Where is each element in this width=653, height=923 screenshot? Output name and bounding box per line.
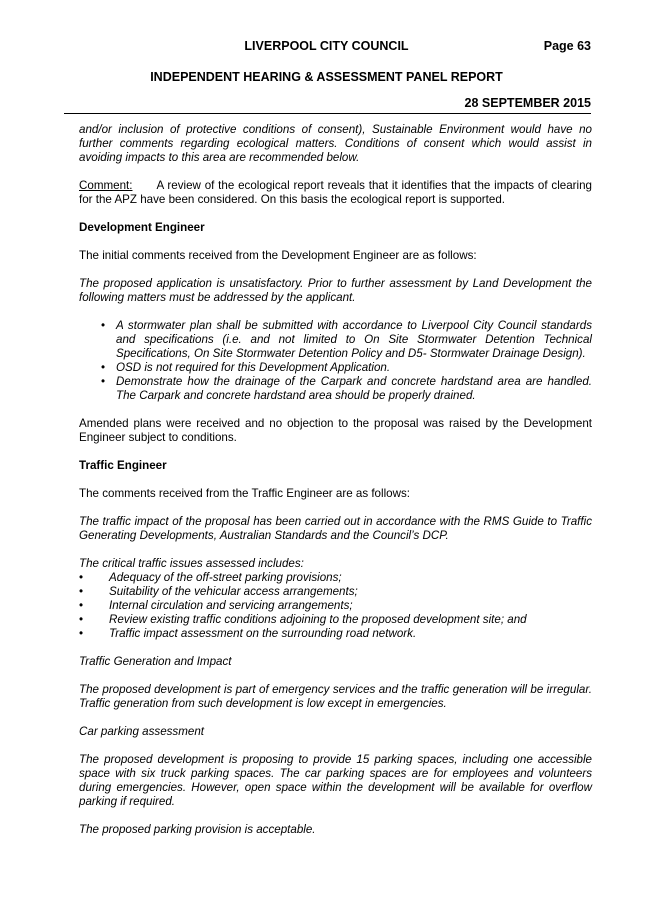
list-item: • Adequacy of the off-street parking provisions; bbox=[79, 571, 592, 585]
paragraph-critical-intro: The critical traffic issues assessed includes: bbox=[79, 557, 304, 570]
header-council: LIVERPOOL CITY COUNCIL bbox=[244, 39, 409, 53]
heading-development-engineer: Development Engineer bbox=[79, 221, 205, 234]
critical-bullet-list bbox=[79, 571, 592, 641]
list-item: • Demonstrate how the drainage of the Carpark and concrete hardstand area are handled. The Carpark and concrete hardstand area should be properly drained. bbox=[79, 375, 592, 403]
list-item: • Review existing traffic conditions adjoining to the proposed development site; and bbox=[79, 613, 592, 627]
paragraph-dev-quote: The proposed application is unsatisfactory. Prior to further assessment by Land Development the following matters must be addressed by the applicant. bbox=[79, 277, 592, 304]
dev-bullet-list bbox=[79, 319, 592, 403]
paragraph-traffic-generation: The proposed development is part of emergency services and the traffic generation will be irregular. Traffic generation from such development is low except in emergencies. bbox=[79, 683, 592, 710]
paragraph-parking-acceptable: The proposed parking provision is acceptable. bbox=[79, 823, 316, 836]
list-item: • Traffic impact assessment on the surrounding road network. bbox=[79, 627, 592, 641]
header-rule bbox=[64, 113, 591, 114]
paragraph-traffic-intro: The comments received from the Traffic Engineer are as follows: bbox=[79, 487, 410, 500]
paragraph-comment bbox=[79, 179, 592, 207]
list-item: • Internal circulation and servicing arrangements; bbox=[79, 599, 592, 613]
comment-text: A review of the ecological report reveals that it identifies that the impacts of clearing for the APZ have been considered. On this basis the ecological report is supported. bbox=[79, 179, 592, 206]
paragraph-dev-outcome: Amended plans were received and no objection to the proposal was raised by the Development Engineer subject to conditions. bbox=[79, 417, 592, 444]
document-body bbox=[79, 123, 592, 851]
paragraph-dev-intro: The initial comments received from the Development Engineer are as follows: bbox=[79, 249, 477, 262]
list-item: • Suitability of the vehicular access arrangements; bbox=[79, 585, 592, 599]
header-page-number: Page 63 bbox=[543, 39, 591, 53]
paragraph-ecology-continuation: and/or inclusion of protective conditions of consent), Sustainable Environment would have no further comments regarding ecological matters. Conditions of consent which would assist in avoiding impacts to this area are recommended below. bbox=[79, 123, 592, 164]
header-report-title: INDEPENDENT HEARING & ASSESSMENT PANEL REPORT bbox=[150, 70, 503, 84]
paragraph-car-parking: The proposed development is proposing to provide 15 parking spaces, including one accessible space with six truck parking spaces. The car parking spaces are for employees and volunteers during emergencies. However, open space within the development will be available for overflow parking if required. bbox=[79, 753, 592, 808]
header-date: 28 SEPTEMBER 2015 bbox=[464, 96, 591, 110]
comment-label: Comment: bbox=[79, 179, 133, 192]
list-item: • OSD is not required for this Development Application. bbox=[79, 361, 592, 375]
paragraph-traffic-quote: The traffic impact of the proposal has been carried out in accordance with the RMS Guide to Traffic Generating Developments, Australian Standards and the Council’s DCP. bbox=[79, 515, 592, 542]
heading-traffic-engineer: Traffic Engineer bbox=[79, 459, 167, 472]
heading-traffic-generation: Traffic Generation and Impact bbox=[79, 655, 232, 668]
list-item: • A stormwater plan shall be submitted with accordance to Liverpool City Council standards and specifications (i.e. and not limited to On Site Stormwater Detention Technical Specifications, On Site Stormwater Detention Policy and D5- Stormwater Drainage Design). bbox=[79, 319, 592, 361]
heading-car-parking: Car parking assessment bbox=[79, 725, 205, 738]
